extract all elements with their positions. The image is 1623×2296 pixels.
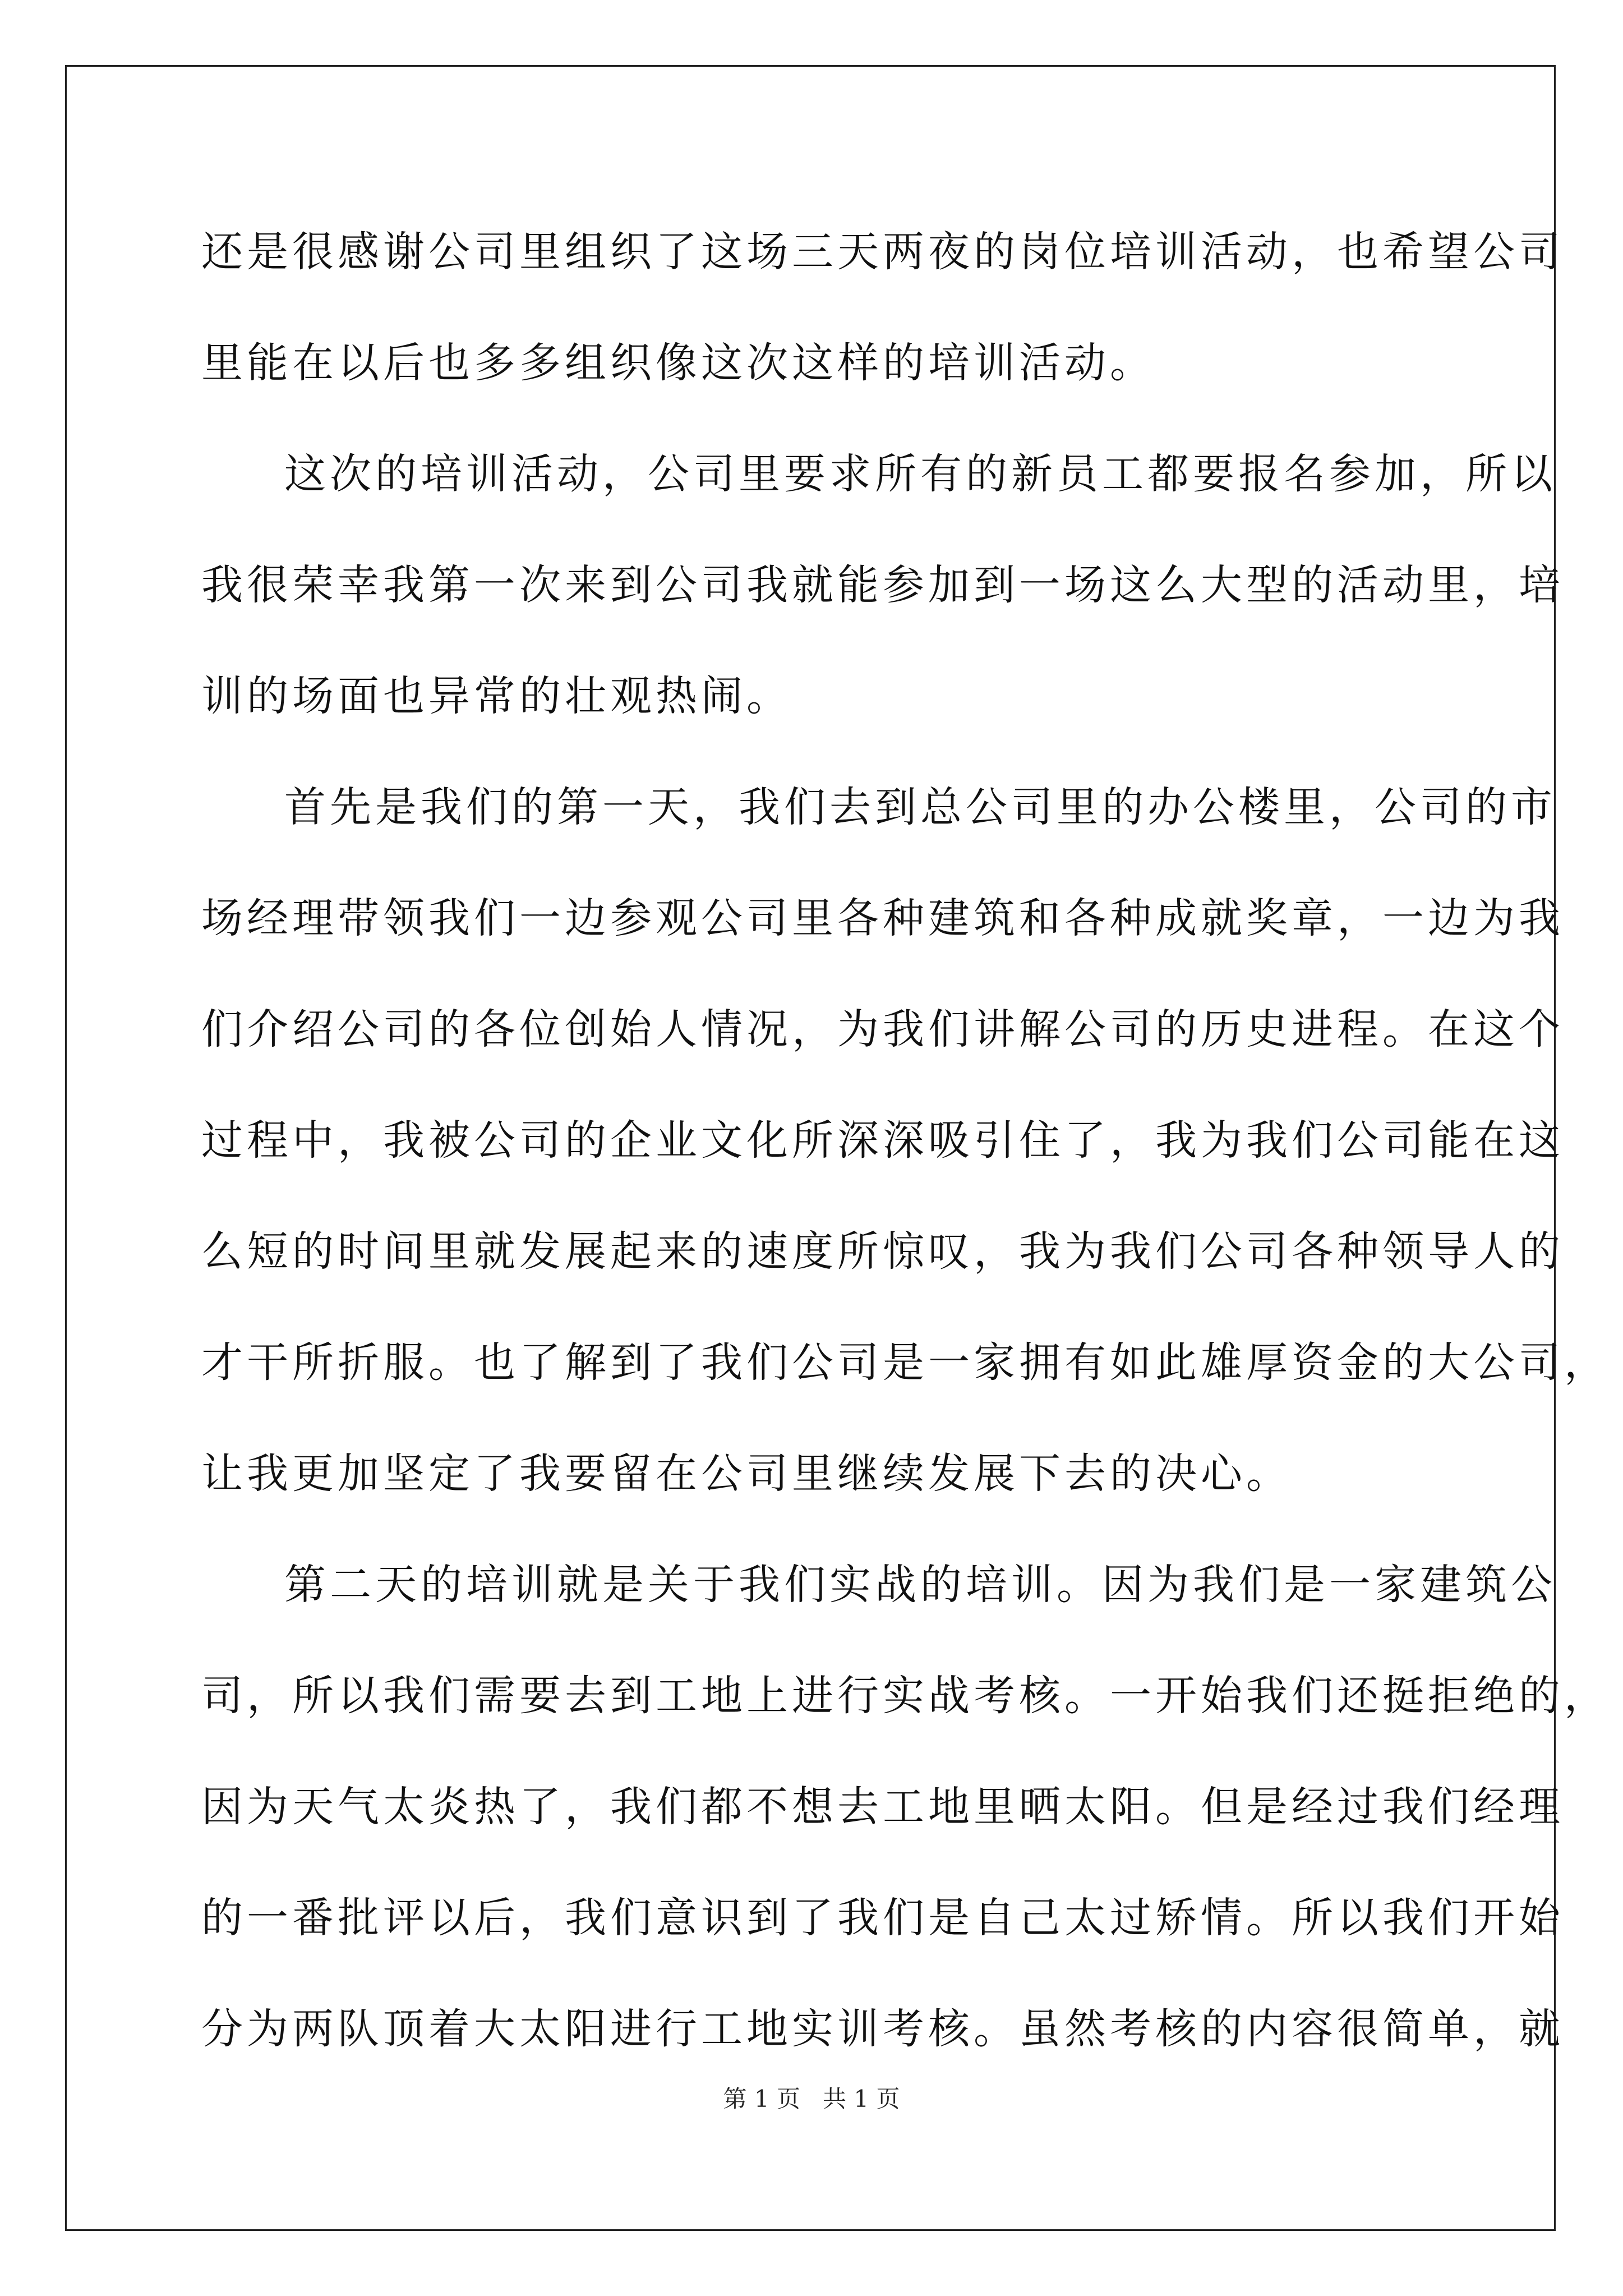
text-line: 过程中，我被公司的企业文化所深深吸引住了，我为我们公司能在这 <box>201 1116 1564 1165</box>
paragraph-first-line: 这次的培训活动，公司里要求所有的新员工都要报名参加，所以 <box>284 450 1556 498</box>
document-body <box>201 196 1610 2085</box>
paragraph-first-line: 首先是我们的第一天，我们去到总公司里的办公楼里，公司的市 <box>284 783 1556 831</box>
text-line: 还是很感谢公司里组织了这场三天两夜的岗位培训活动，也希望公司 <box>201 228 1564 276</box>
text-line: 们介绍公司的各位创始人情况，为我们讲解公司的历史进程。在这个 <box>201 1005 1564 1053</box>
text-line: 才干所折服。也了解到了我们公司是一家拥有如此雄厚资金的大公司， <box>201 1338 1610 1387</box>
text-line: 我很荣幸我第一次来到公司我就能参加到一场这么大型的活动里，培 <box>201 561 1564 609</box>
text-line: 里能在以后也多多组织像这次这样的培训活动。 <box>201 339 1155 387</box>
text-line: 因为天气太炎热了，我们都不想去工地里晒太阳。但是经过我们经理 <box>201 1783 1564 1831</box>
paragraph-first-line: 第二天的培训就是关于我们实战的培训。因为我们是一家建筑公 <box>284 1561 1556 1609</box>
text-line: 场经理带领我们一边参观公司里各种建筑和各种成就奖章，一边为我 <box>201 894 1564 942</box>
text-line: 让我更加坚定了我要留在公司里继续发展下去的决心。 <box>201 1450 1292 1498</box>
page-number-footer: 第 1 页 共 1 页 <box>723 2085 900 2113</box>
text-line: 的一番批评以后，我们意识到了我们是自己太过矫情。所以我们开始 <box>201 1894 1564 1942</box>
text-line: 司，所以我们需要去到工地上进行实战考核。一开始我们还挺拒绝的， <box>201 1672 1610 1720</box>
text-line: 训的场面也异常的壮观热闹。 <box>201 672 792 720</box>
text-line: 么短的时间里就发展起来的速度所惊叹，我为我们公司各种领导人的 <box>201 1227 1564 1276</box>
text-line: 分为两队顶着大太阳进行工地实训考核。虽然考核的内容很简单，就 <box>201 2005 1564 2053</box>
